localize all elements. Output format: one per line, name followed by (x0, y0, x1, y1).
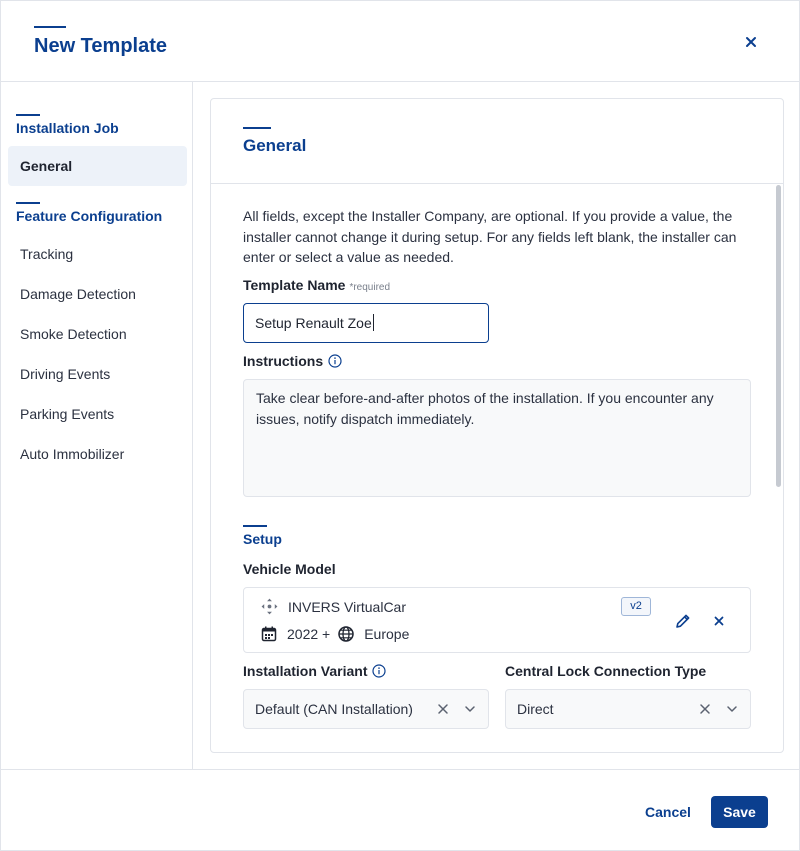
installation-variant-label (243, 663, 386, 679)
central-lock-value: Direct (517, 701, 554, 717)
group-accent-line (16, 114, 40, 116)
scrollbar[interactable] (774, 185, 783, 753)
close-button[interactable] (741, 32, 761, 52)
panel-title: General (243, 136, 307, 155)
setup-accent-line (243, 525, 267, 527)
sidebar-item-auto-immobilizer[interactable]: Auto Immobilizer (20, 446, 125, 462)
vehicle-region: Europe (364, 626, 410, 642)
version-badge: v2 (621, 597, 651, 616)
instructions-label-text: Instructions (243, 353, 324, 369)
sidebar-group-title: Installation Job (16, 120, 119, 136)
installation-variant-select[interactable] (243, 689, 489, 729)
template-name-label-text: Template Name (243, 277, 346, 293)
vehicle-model-label: Vehicle Model (243, 561, 336, 577)
vehicle-name-row (260, 597, 406, 616)
sidebar-item-tracking[interactable]: Tracking (20, 246, 74, 262)
title-accent-line (34, 26, 66, 28)
text-caret (373, 314, 374, 331)
pencil-icon (673, 611, 693, 631)
clear-icon[interactable] (698, 702, 712, 716)
general-panel (210, 98, 784, 753)
sidebar-item-general[interactable]: General (8, 146, 187, 186)
vehicle-year: 2022 + (287, 626, 331, 642)
installation-variant-label-text: Installation Variant (243, 663, 368, 679)
clear-icon[interactable] (436, 702, 450, 716)
chevron-down-icon[interactable] (463, 702, 477, 716)
sidebar-item-damage-detection[interactable]: Damage Detection (20, 286, 136, 302)
remove-vehicle-model-button[interactable] (709, 611, 729, 631)
close-icon (741, 32, 761, 52)
scrollbar-thumb[interactable] (776, 185, 781, 487)
globe-icon (337, 625, 355, 643)
instructions-label (243, 353, 342, 369)
vehicle-model-name: INVERS VirtualCar (288, 598, 407, 615)
cancel-button[interactable]: Cancel (645, 804, 691, 820)
template-name-input[interactable] (243, 303, 489, 343)
sidebar-item-driving-events[interactable]: Driving Events (20, 366, 111, 382)
installation-variant-value: Default (CAN Installation) (255, 701, 413, 717)
instructions-textarea[interactable]: Take clear before-and-after photos of the installation. If you encounter any issues, notify dispatch immediately. (243, 379, 751, 497)
dialog-title: New Template (34, 35, 167, 57)
dialog-header (1, 1, 799, 82)
panel-accent-line (243, 127, 271, 129)
save-button[interactable]: Save (711, 796, 768, 828)
central-lock-select[interactable] (505, 689, 751, 729)
panel-header (211, 99, 783, 184)
required-note: *required (349, 282, 391, 293)
close-icon (709, 611, 729, 631)
info-icon[interactable] (372, 664, 386, 678)
sidebar-item-smoke-detection[interactable]: Smoke Detection (20, 326, 127, 342)
edit-vehicle-model-button[interactable] (673, 611, 693, 631)
info-icon[interactable] (328, 354, 342, 368)
template-name-value: Setup Renault Zoe (255, 315, 372, 331)
sidebar-group-title: Feature Configuration (16, 208, 163, 224)
sidebar-nav (1, 82, 193, 770)
dialog-footer (1, 769, 799, 851)
arrows-move-icon (260, 597, 279, 616)
sidebar-item-parking-events[interactable]: Parking Events (20, 406, 115, 422)
template-name-label (243, 277, 390, 293)
calendar-icon (260, 625, 278, 643)
vehicle-model-card (243, 587, 751, 653)
setup-section-title: Setup (243, 531, 282, 547)
chevron-down-icon[interactable] (725, 702, 739, 716)
group-accent-line (16, 202, 40, 204)
intro-text: All fields, except the Installer Company, are optional. If you provide a value, the installer cannot change it during setup. For any fields left blank, the installer can enter or select a value as needed. (243, 208, 737, 265)
vehicle-meta-row (260, 625, 409, 643)
central-lock-label: Central Lock Connection Type (505, 663, 707, 679)
